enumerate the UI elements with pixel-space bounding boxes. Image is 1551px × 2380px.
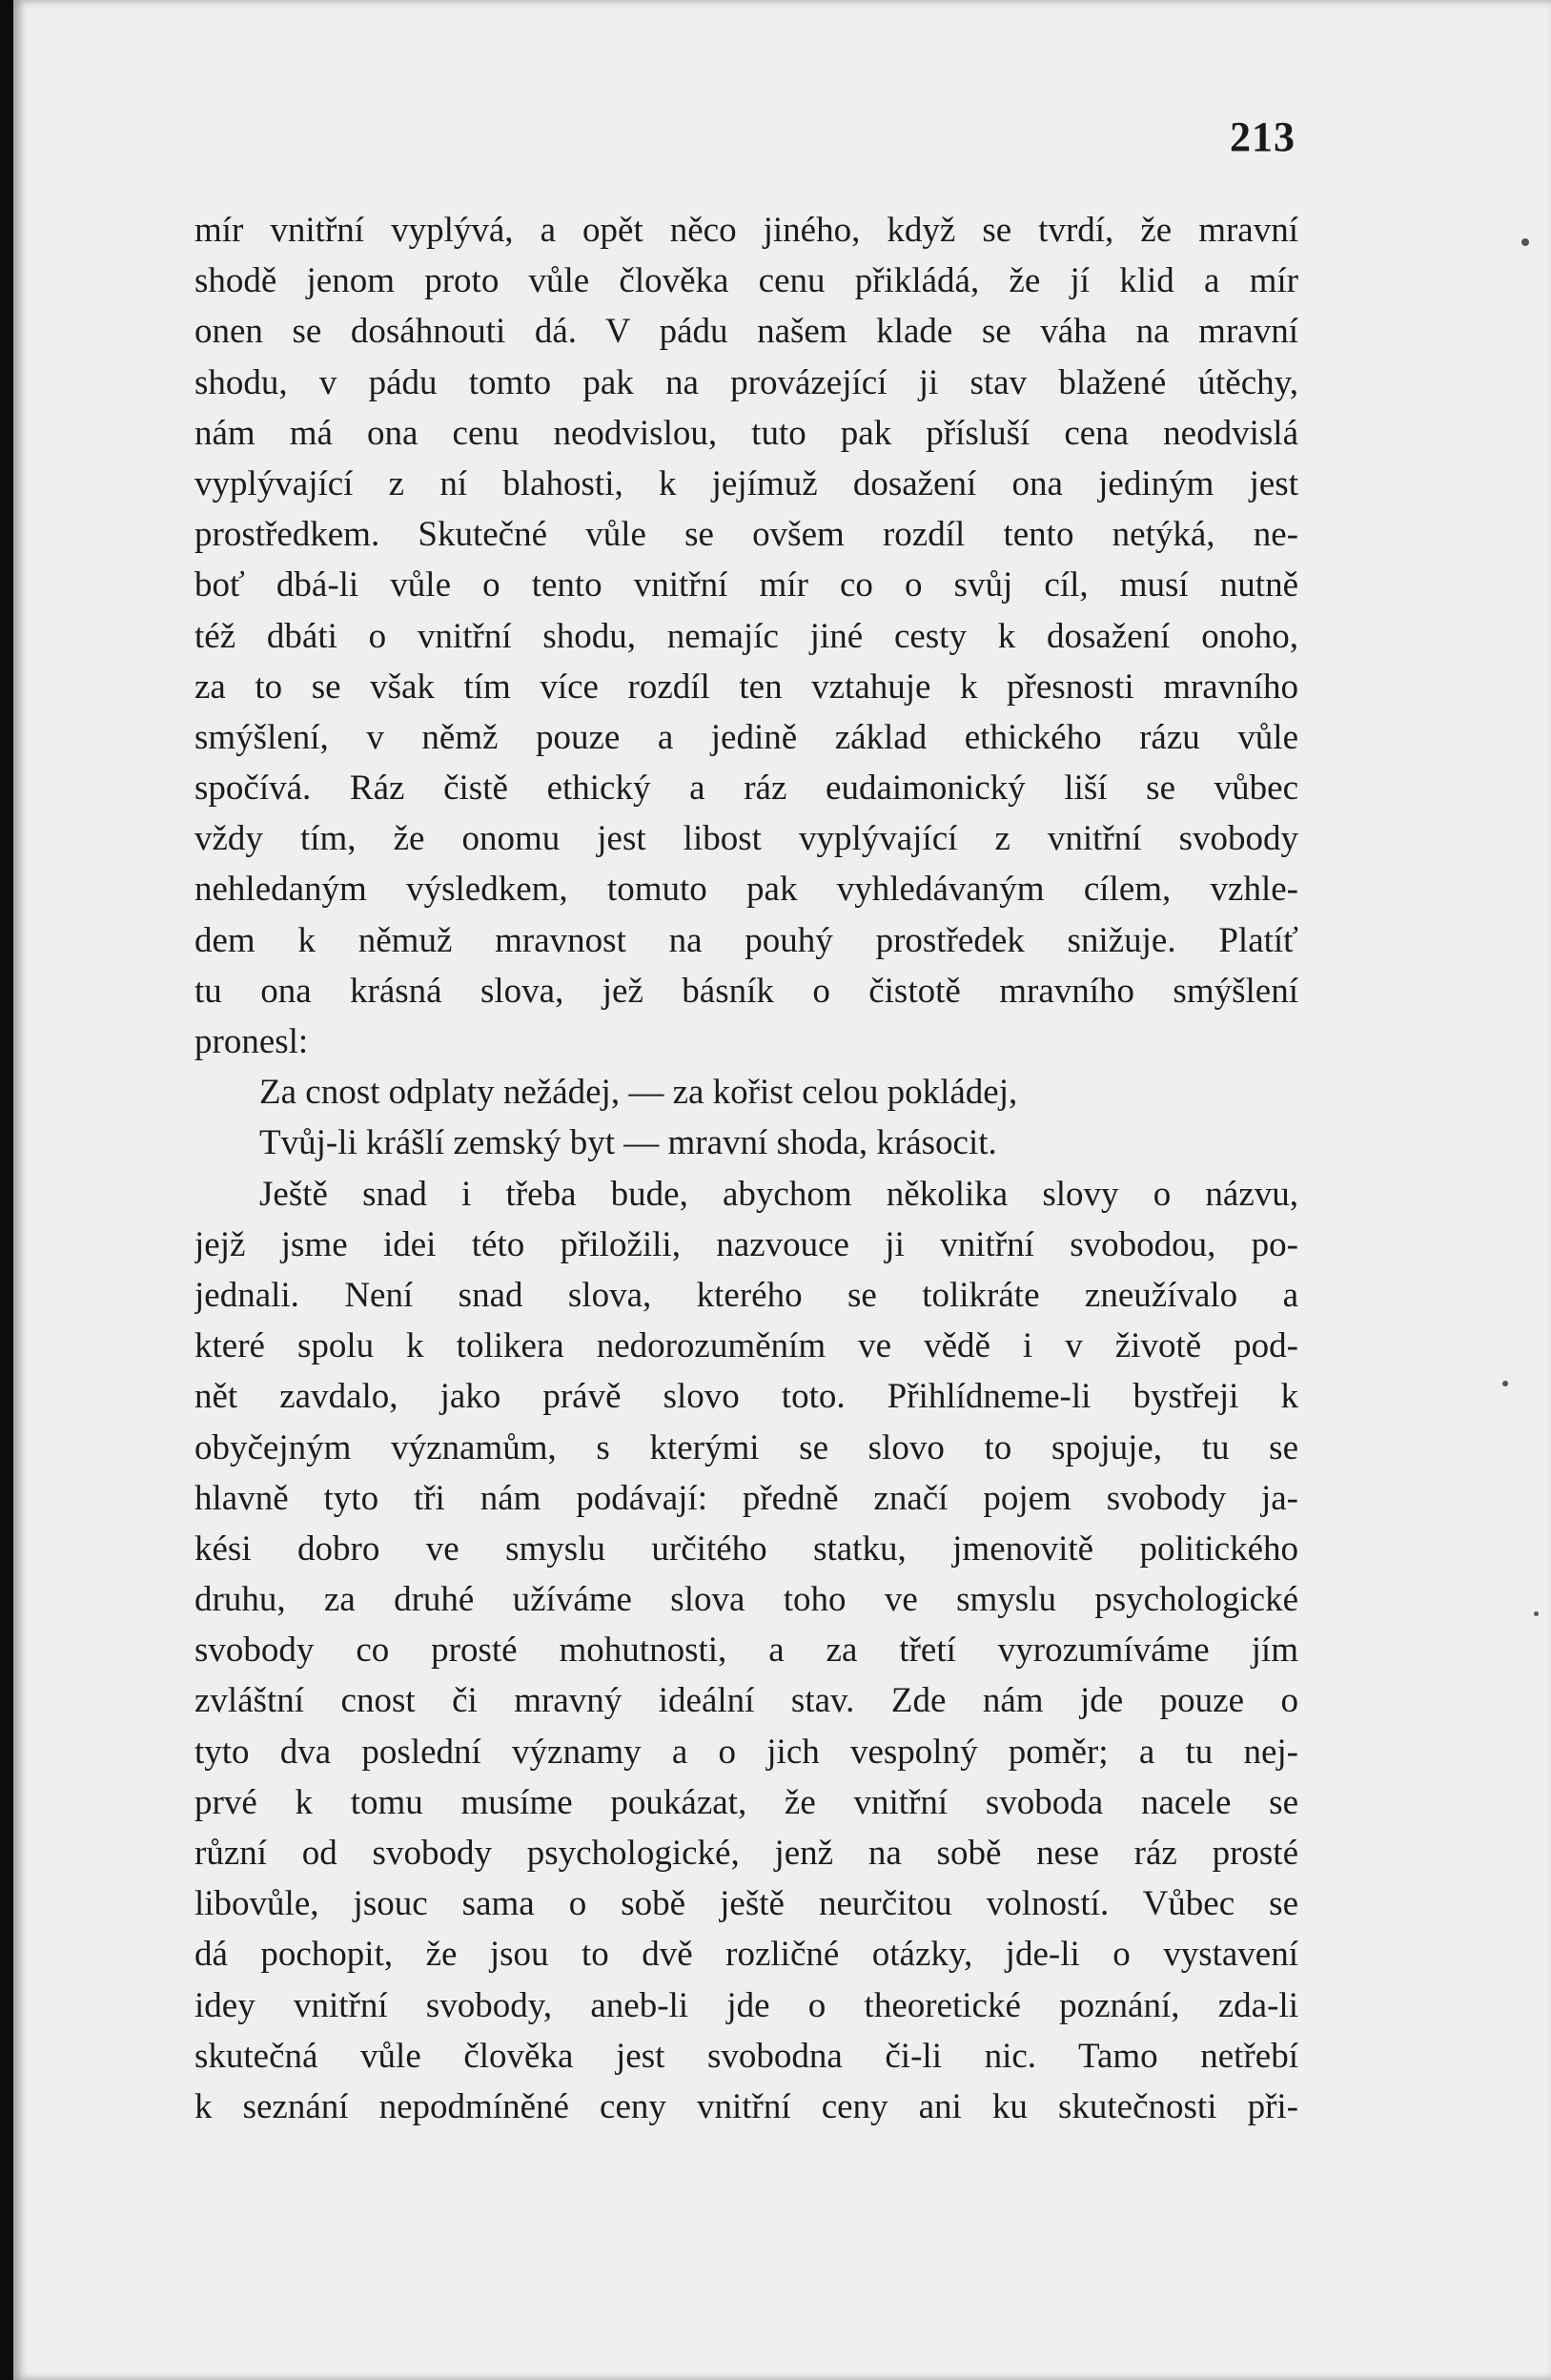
text-line: nám má ona cenu neodvislou, tuto pak přísluší cena neodvislá bbox=[194, 413, 1298, 453]
text-line: za to se však tím více rozdíl ten vztahuje k přesnosti mravního bbox=[194, 667, 1298, 707]
text-line: různí od svobody psychologické, jenž na sobě nese ráz prosté bbox=[194, 1834, 1298, 1873]
text-line: jednali. Není snad slova, kterého se tolikráte zneužívalo a bbox=[194, 1275, 1298, 1315]
text-line: dem k němuž mravnost na pouhý prostředek snižuje. Platíť bbox=[194, 920, 1298, 960]
text-line: mír vnitřní vyplývá, a opět něco jiného, když se tvrdí, že mravní bbox=[194, 211, 1298, 250]
text-line: jejž jsme idei této přiložili, nazvouce ji vnitřní svobodou, po- bbox=[194, 1224, 1298, 1264]
text-line: onen se dosáhnouti dá. V pádu našem klade se váha na mravní bbox=[194, 312, 1298, 352]
text-line: kési dobro ve smyslu určitého statku, jmenovitě politického bbox=[194, 1529, 1298, 1569]
text-line: též dbáti o vnitřní shodu, nemajíc jiné cesty k dosažení onoho, bbox=[194, 616, 1298, 656]
text-line: dá pochopit, že jsou to dvě rozličné otázky, jde-li o vystavení bbox=[194, 1935, 1298, 1975]
text-line: druhu, za druhé užíváme slova toho ve smyslu psychologické bbox=[194, 1580, 1298, 1620]
verse-line: Za cnost odplaty nežádej, — za kořist celou pokládej, bbox=[259, 1073, 1018, 1113]
text-line: smýšlení, v němž pouze a jedině základ ethického rázu vůle bbox=[194, 717, 1298, 757]
text-line: idey vnitřní svobody, aneb-li jde o theoretické poznání, zda-li bbox=[194, 1985, 1298, 2025]
text-line: tyto dva poslední významy a o jich vespolný poměr; a tu nej- bbox=[194, 1732, 1298, 1772]
text-line: vyplývající z ní blahosti, k jejímuž dosažení ona jediným jest bbox=[194, 463, 1298, 503]
body-text bbox=[194, 205, 1298, 2132]
text-line: nět zavdalo, jako právě slovo toto. Přihlídneme-li bystřeji k bbox=[194, 1377, 1298, 1417]
text-line: zvláštní cnost či mravný ideální stav. Zde nám jde pouze o bbox=[194, 1681, 1298, 1721]
text-line: obyčejným významům, s kterými se slovo to spojuje, tu se bbox=[194, 1427, 1298, 1467]
text-line: prvé k tomu musíme poukázat, že vnitřní svoboda nacele se bbox=[194, 1782, 1298, 1822]
text-line: prostředkem. Skutečné vůle se ovšem rozdíl tento netýká, ne- bbox=[194, 515, 1298, 555]
text-line: které spolu k tolikera nedorozuměním ve vědě i v životě pod- bbox=[194, 1326, 1298, 1366]
page-number: 213 bbox=[1230, 113, 1296, 160]
verse-line: Tvůj-li krášlí zemský byt — mravní shoda, krásocit. bbox=[259, 1123, 997, 1163]
book-page bbox=[13, 0, 1551, 2380]
text-line: pronesl: bbox=[194, 1022, 309, 1061]
text-line: k seznání nepodmíněné ceny vnitřní ceny ani ku skutečnosti při- bbox=[194, 2086, 1298, 2126]
text-line: skutečná vůle člověka jest svobodna či-li nic. Tamo netřebí bbox=[194, 2036, 1298, 2076]
scan-speck bbox=[1534, 1611, 1539, 1616]
scan-speck bbox=[1502, 1381, 1508, 1386]
text-line: shodě jenom proto vůle člověka cenu přikládá, že jí klid a mír bbox=[194, 261, 1298, 301]
scan-speck bbox=[1521, 238, 1529, 246]
text-line: vždy tím, že onomu jest libost vyplývající z vnitřní svobody bbox=[194, 819, 1298, 859]
text-line: hlavně tyto tři nám podávají: předně značí pojem svobody ja- bbox=[194, 1478, 1298, 1518]
text-line: svobody co prosté mohutnosti, a za třetí vyrozumíváme jím bbox=[194, 1631, 1298, 1671]
text-line: boť dbá-li vůle o tento vnitřní mír co o svůj cíl, musí nutně bbox=[194, 565, 1298, 605]
text-line: spočívá. Ráz čistě ethický a ráz eudaimonický liší se vůbec bbox=[194, 769, 1298, 809]
text-line: tu ona krásná slova, jež básník o čistotě mravního smýšlení bbox=[194, 971, 1298, 1011]
text-line: libovůle, jsouc sama o sobě ještě neurčitou volností. Vůbec se bbox=[194, 1884, 1298, 1924]
text-line: shodu, v pádu tomto pak na provázející ji stav blažené útěchy, bbox=[194, 362, 1298, 402]
text-line: nehledaným výsledkem, tomuto pak vyhledávaným cílem, vzhle- bbox=[194, 870, 1298, 910]
text-line: Ještě snad i třeba bude, abychom několika slovy o názvu, bbox=[259, 1174, 1298, 1214]
